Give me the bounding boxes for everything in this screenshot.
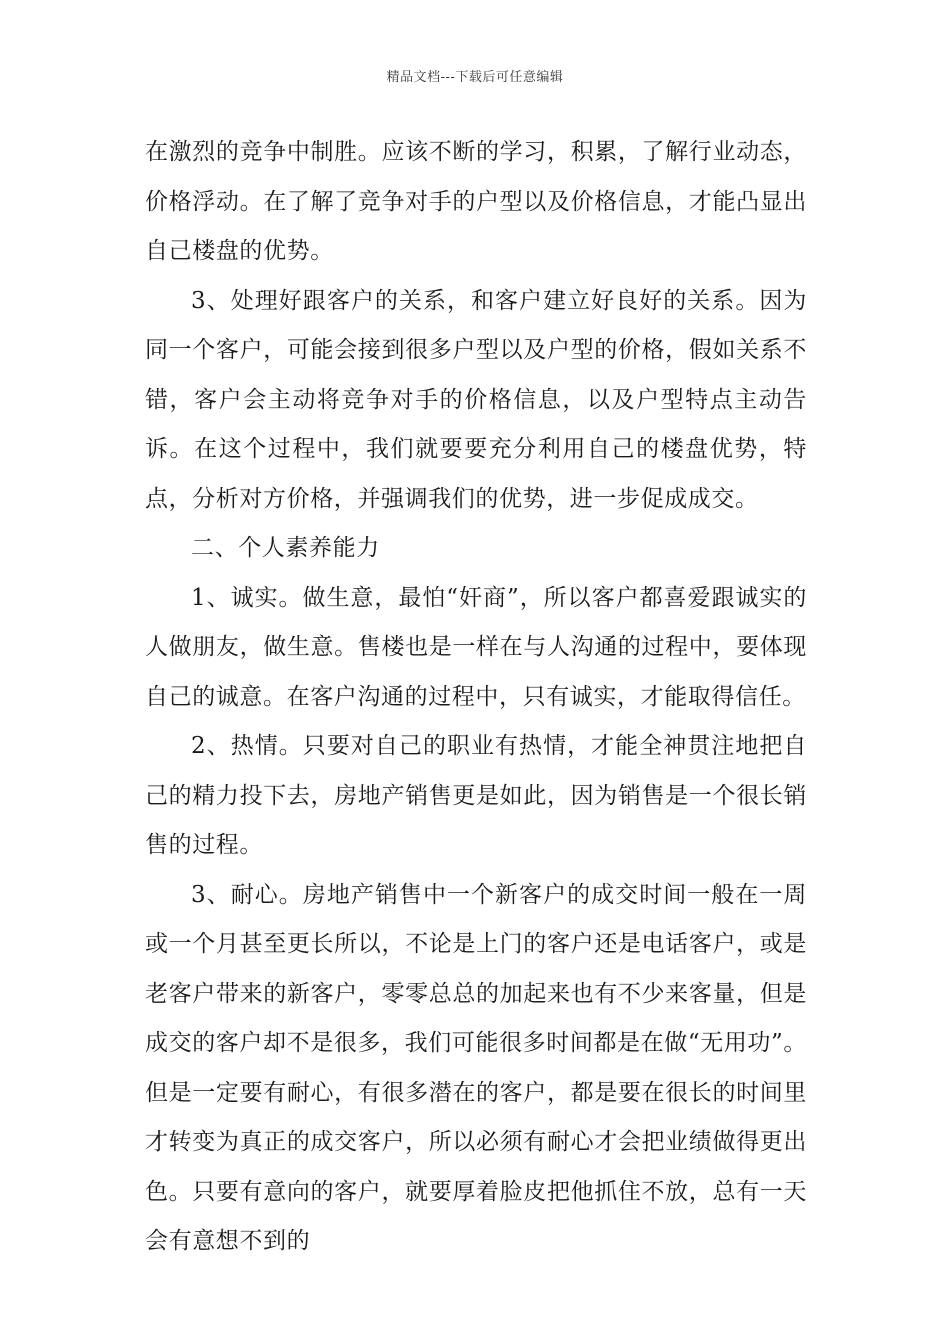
paragraph-patience: 3、耐心。房地产销售中一个新客户的成交时间一般在一周或一个月甚至更长所以，不论是上门的客户还是电话客户，或是老客户带来的新客户，零零总总的加起来也有不少来客量，但是成交的客户却不是很多，我们可能很多时间都是在做“无用功”。但是一定要有耐心，有很多潜在的客户，都是要在很长的时间里才转变为真正的成交客户，所以必须有耐心才会把业绩做得更出色。只要有意向的客户，就要厚着脸皮把他抓住不放，总有一天会有意想不到的 (145, 881, 807, 1254)
paragraph-customer-relations: 3、处理好跟客户的关系，和客户建立好良好的关系。因为同一个客户，可能会接到很多户型以及户型的价格，假如关系不错，客户会主动将竞争对手的价格信息，以及户型特点主动告诉。在这个过程中，我们就要要充分利用自己的楼盘优势，特点，分析对方价格，并强调我们的优势，进一步促成成交。 (145, 287, 807, 512)
paragraph-enthusiasm: 2、热情。只要对自己的职业有热情，才能全神贯注地把自己的精力投下去，房地产销售更是如此，因为销售是一个很长销售的过程。 (145, 733, 807, 858)
paragraph-honesty: 1、诚实。做生意，最怕“奸商”，所以客户都喜爱跟诚实的人做朋友，做生意。售楼也是一样在与人沟通的过程中，要体现自己的诚意。在客户沟通的过程中，只有诚实，才能取得信任。 (145, 584, 807, 710)
document-body (145, 128, 807, 1267)
paragraph-continuation: 在激烈的竞争中制胜。应该不断的学习，积累，了解行业动态，价格浮动。在了解了竞争对手的户型以及价格信息，才能凸显出自己楼盘的优势。 (145, 139, 807, 264)
section-heading-personal-quality: 二、个人素养能力 (191, 535, 380, 561)
page-header: 精品文档---下载后可任意编辑 (386, 70, 564, 85)
